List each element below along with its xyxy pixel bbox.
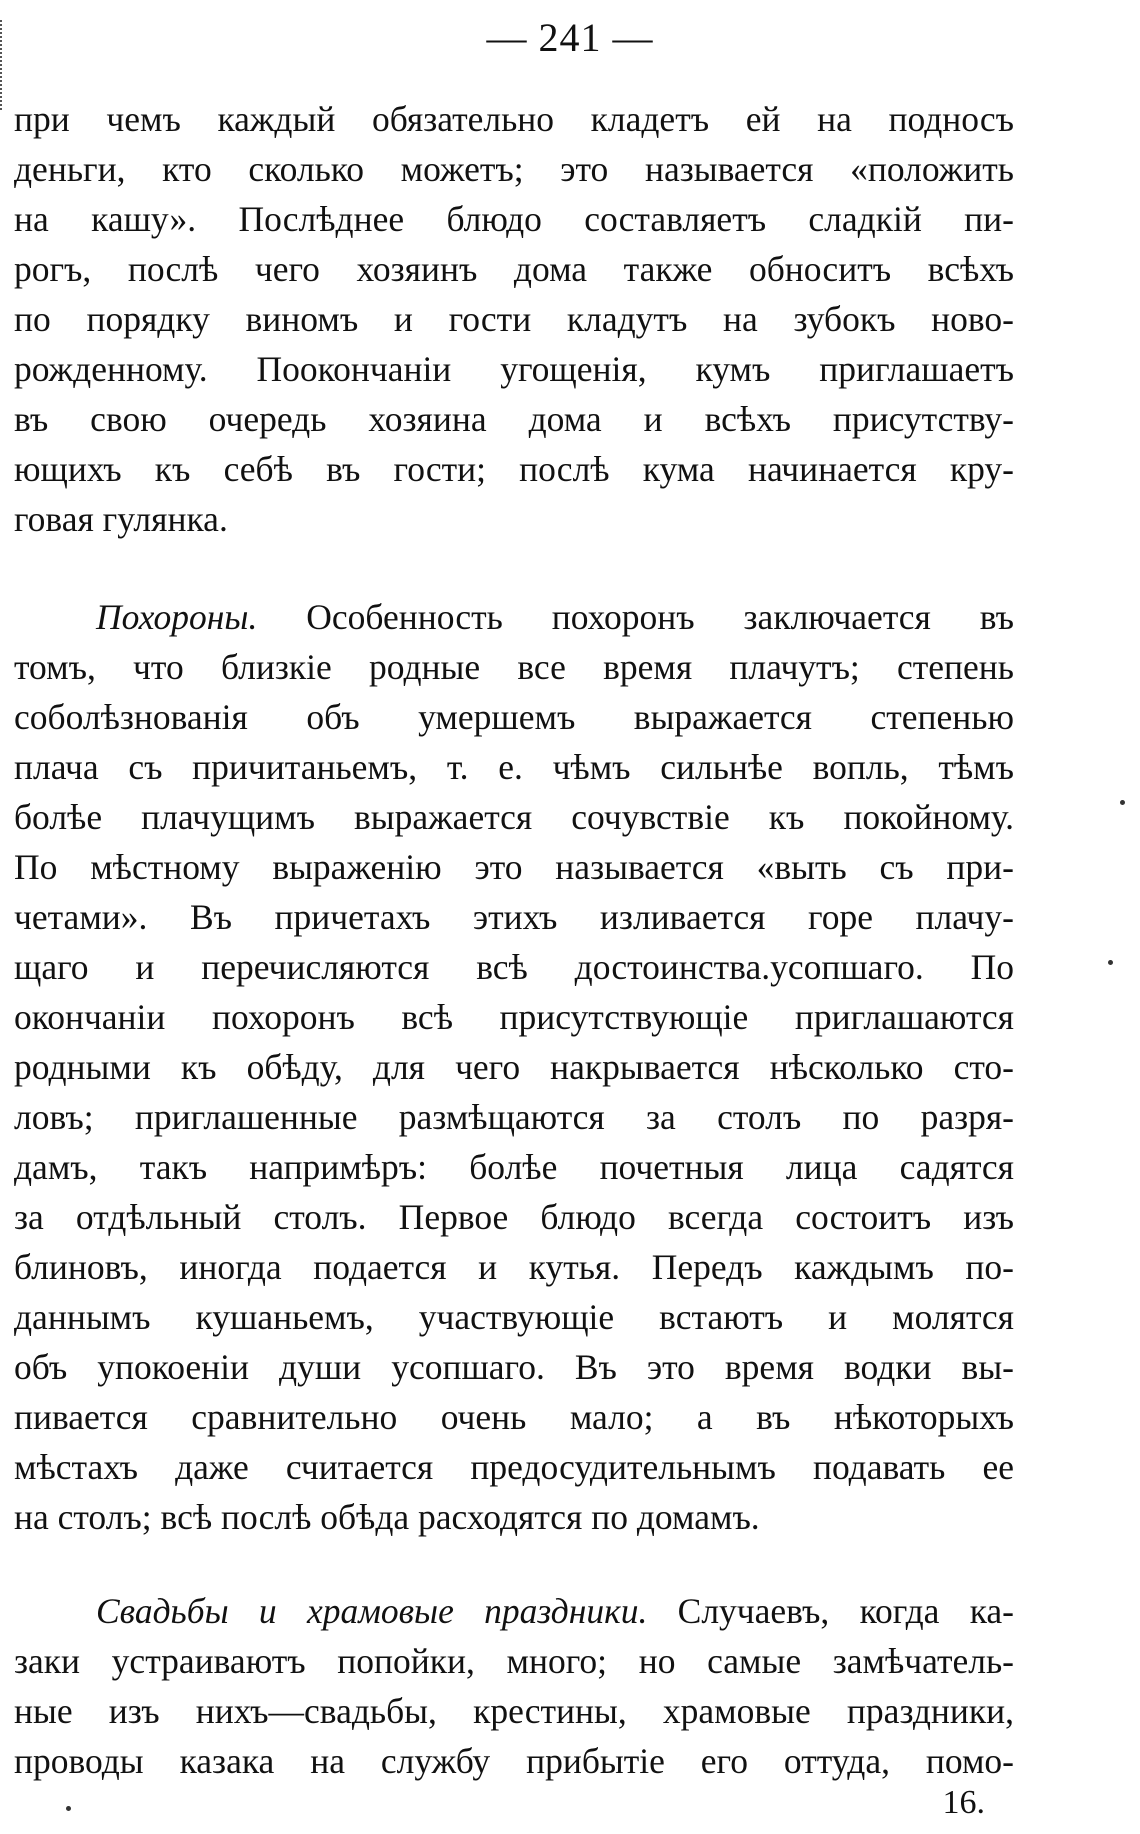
text-line: родными къ обѣду, для чего накрывается нѣсколько сто- <box>14 1047 1014 1087</box>
text-line: говая гулянка. <box>14 499 228 539</box>
text-line: деньги, кто сколько можетъ; это называется «положить <box>14 149 1014 189</box>
text-line: рожденному. Поокончаніи угощенія, кумъ приглашаетъ <box>14 349 1014 389</box>
text-line: блиновъ, иногда подается и кутья. Передъ каждымъ по- <box>14 1247 1014 1287</box>
text-line: окончаніи похоронъ всѣ присутствующіе приглашаются <box>14 997 1014 1037</box>
paragraph-funerals <box>14 592 1014 1542</box>
printer-signature-mark: 16. <box>942 1784 985 1821</box>
text-line: въ свою очередь хозяина дома и всѣхъ присутству- <box>14 399 1014 439</box>
text-line: пивается сравнительно очень мало; а въ нѣкоторыхъ <box>14 1397 1014 1437</box>
text-line: щаго и перечисляются всѣ достоинства.усопшаго. По <box>14 947 1014 987</box>
text-fragment: Особенность похоронъ заключается въ <box>306 597 1015 637</box>
text-fragment: Случаевъ, когда ка- <box>677 1591 1014 1631</box>
paragraph-weddings <box>14 1586 1014 1786</box>
text-line: ловъ; приглашенные размѣщаются за столъ по разря- <box>14 1097 1014 1137</box>
section-heading-funerals: Похороны. <box>96 597 258 637</box>
text-line: плача съ причитаньемъ, т. е. чѣмъ сильнѣе вопль, тѣмъ <box>14 747 1014 787</box>
text-line: при чемъ каждый обязательно кладетъ ей на подносъ <box>14 99 1014 139</box>
paragraph-continuation <box>14 94 1014 544</box>
section-heading-weddings: Свадьбы и храмовые праздники. <box>96 1591 648 1631</box>
text-line: проводы казака на службу прибытіе его оттуда, помо- <box>14 1741 1014 1781</box>
text-line: объ упокоеніи души усопшаго. Въ это время водки вы- <box>14 1347 1014 1387</box>
text-line: мѣстахъ даже считается предосудительнымъ подавать ее <box>14 1447 1014 1487</box>
print-speck <box>1108 960 1113 965</box>
text-line: по порядку виномъ и гости кладутъ на зубокъ ново- <box>14 299 1014 339</box>
text-line: болѣе плачущимъ выражается сочувствіе къ покойному. <box>14 797 1014 837</box>
text-line: рогъ, послѣ чего хозяинъ дома также обноситъ всѣхъ <box>14 249 1014 289</box>
page-number: — 241 — <box>486 15 654 60</box>
text-line: ные изъ нихъ—свадьбы, крестины, храмовые праздники, <box>14 1691 1014 1731</box>
text-line: По мѣстному выраженію это называется «выть съ при- <box>14 847 1014 887</box>
text-line: за отдѣльный столъ. Первое блюдо всегда состоитъ изъ <box>14 1197 1014 1237</box>
print-speck <box>66 1806 71 1811</box>
print-speck <box>1120 800 1125 805</box>
text-line: заки устраиваютъ попойки, много; но самые замѣчатель- <box>14 1641 1014 1681</box>
text-line: на столъ; всѣ послѣ обѣда расходятся по домамъ. <box>14 1497 760 1537</box>
paragraph-first-line <box>14 1586 1014 1636</box>
text-line: на кашу». Послѣднее блюдо составляетъ сладкій пи- <box>14 199 1014 239</box>
text-line: томъ, что близкіе родные все время плачутъ; степень <box>14 647 1014 687</box>
text-line: даннымъ кушаньемъ, участвующіе встаютъ и молятся <box>14 1297 1014 1337</box>
text-line: соболѣзнованія объ умершемъ выражается степенью <box>14 697 1014 737</box>
text-line: ющихъ къ себѣ въ гости; послѣ кума начинается кру- <box>14 449 1014 489</box>
paragraph-first-line <box>14 592 1014 642</box>
text-line: дамъ, такъ напримѣръ: болѣе почетныя лица садятся <box>14 1147 1014 1187</box>
text-line: четами». Въ причетахъ этихъ изливается горе плачу- <box>14 897 1014 937</box>
